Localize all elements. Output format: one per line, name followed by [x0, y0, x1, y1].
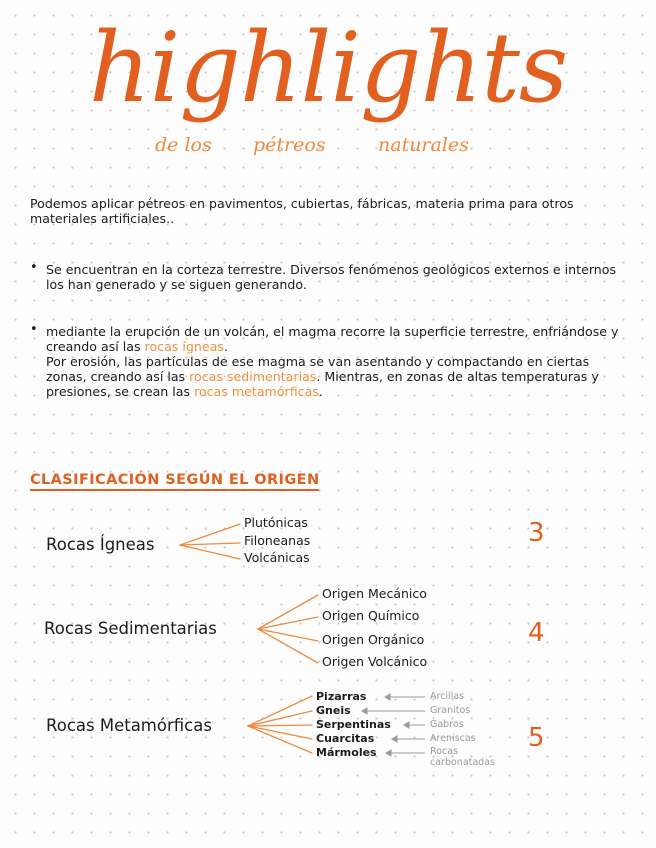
connector-line: [258, 629, 318, 663]
connector-line: [248, 696, 312, 726]
connector-line: [258, 595, 318, 629]
rock-type-metamorficas: Rocas Metamórficas: [46, 716, 212, 735]
connector-line: [180, 543, 240, 545]
metamorphic-rock: Cuarcitas: [316, 732, 375, 745]
subtype-item: Plutónicas: [244, 515, 308, 530]
connector-line: [258, 617, 318, 629]
arrow-head: [404, 722, 409, 728]
highlight-rocas-sedimentarias: rocas sedimentarias: [189, 369, 317, 384]
subtype-item: Origen Químico: [322, 608, 420, 623]
bullet-2-part-3: Mientras, en zonas de altas temperaturas y presiones, se crean las: [46, 369, 599, 399]
highlight-rocas-metamorficas: rocas metamórficas: [194, 384, 319, 399]
subtype-item: Volcánicas: [244, 550, 310, 565]
rock-type-sedimentarias: Rocas Sedimentarias: [44, 619, 217, 638]
arrow-head: [386, 750, 391, 756]
section-title: CLASIFICACIÓN SEGÚN EL ORIGEN: [30, 472, 319, 491]
page-title: highlights: [88, 12, 568, 124]
intro-paragraph: Podemos aplicar pétreos en pavimentos, cubiertas, fábricas, materia prima para otros materiales artificiales..: [30, 196, 574, 226]
arrow-head: [385, 694, 390, 700]
metamorphic-rock: Gneis: [316, 704, 351, 717]
count-igneas: 3: [528, 518, 545, 548]
bullet-2-part-1: mediante la erupción de un volcán, el magma recorre la superficie terrestre, enfriándose y creando así las: [46, 324, 619, 354]
metamorphic-rock: Mármoles: [316, 746, 377, 759]
arrow-head: [362, 708, 367, 714]
bullet-2-part-1-end: .: [223, 339, 228, 354]
bullet-dot: •: [30, 322, 38, 337]
subtitle-word-1: de los: [155, 134, 212, 156]
connector-line: [180, 524, 240, 545]
bullet-2-part-2-end: .: [316, 369, 321, 384]
bullet-dot: •: [30, 260, 38, 275]
rock-type-igneas: Rocas Ígneas: [46, 535, 155, 554]
connector-line: [248, 726, 312, 739]
connector-line: [248, 725, 312, 726]
metamorphic-rock: Serpentinas: [316, 718, 391, 731]
origin-rock: Gabros: [430, 719, 464, 730]
connector-line: [248, 711, 312, 726]
subtype-item: Origen Volcánico: [322, 654, 428, 669]
count-sedimentarias: 4: [528, 618, 545, 648]
subtitle-word-3: naturales: [378, 134, 469, 156]
highlight-rocas-igneas: rocas ígneas: [144, 339, 224, 354]
bullet-2-part-2: Por erosión, las partículas de ese magma se van asentando y compactando en ciertas zonas, creando así las: [46, 354, 590, 384]
subtitle-word-2: pétreos: [253, 134, 326, 156]
origin-rock: Granitos: [430, 705, 471, 716]
origin-rock: Arcillas: [430, 691, 465, 702]
connector-line: [248, 726, 312, 753]
subtype-item: Origen Orgánico: [322, 632, 425, 647]
subtype-item: Filoneanas: [244, 533, 311, 548]
metamorphic-rock: Pizarras: [316, 690, 367, 703]
bullet-2-part-3-end: .: [318, 384, 323, 399]
subtype-item: Origen Mecánico: [322, 586, 427, 601]
connector-line: [180, 545, 240, 559]
origin-rock: Rocas carbonatadas: [430, 746, 495, 768]
count-metamorficas: 5: [528, 723, 545, 753]
arrow-head: [392, 736, 397, 742]
origin-rock: Areniscas: [430, 733, 476, 744]
bullet-1-text: Se encuentran en la corteza terrestre. Diversos fenómenos geológicos externos e internos los han generado y se siguen generando.: [46, 262, 617, 292]
connector-line: [258, 629, 318, 641]
